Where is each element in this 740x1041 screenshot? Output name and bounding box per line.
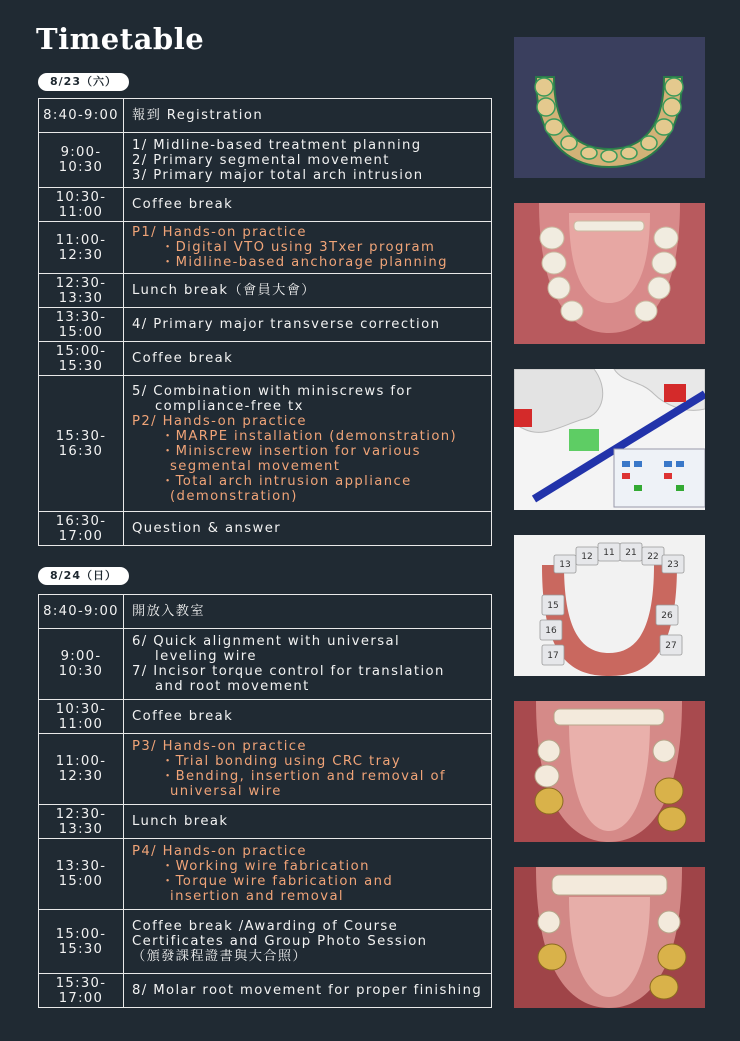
time-slot: 15:30-16:30 bbox=[39, 376, 124, 512]
schedule-row bbox=[39, 133, 492, 188]
time-slot: 8:40-9:00 bbox=[39, 99, 124, 133]
session-line: and root movement bbox=[155, 679, 310, 694]
session-line: 6/ Quick alignment with universal bbox=[132, 634, 401, 649]
session-line: Coffee break bbox=[132, 197, 234, 212]
session-line: ・Trial bonding using CRC tray bbox=[161, 754, 402, 769]
session-line: universal wire bbox=[170, 784, 282, 799]
palatal-arch-photo-2 bbox=[514, 701, 705, 842]
session-line: 開放入教室 bbox=[132, 604, 205, 619]
tray-number: 21 bbox=[625, 548, 637, 558]
session-line: 5/ Combination with miniscrews for bbox=[132, 383, 413, 399]
schedule-row bbox=[39, 99, 492, 133]
time-slot: 8:40-9:00 bbox=[39, 595, 124, 629]
time-slot: 15:00-15:30 bbox=[39, 910, 124, 974]
tray-number: 17 bbox=[547, 651, 559, 661]
time-slot: 16:30-17:00 bbox=[39, 512, 124, 546]
time-slot: 9:00-10:30 bbox=[39, 629, 124, 700]
session-cell bbox=[124, 629, 492, 700]
session-line: 3/ Primary major total arch intrusion bbox=[132, 167, 424, 183]
session-line: 8/ Molar root movement for proper finishing bbox=[132, 983, 483, 998]
schedule-row bbox=[39, 222, 492, 274]
tray-number: 26 bbox=[661, 611, 673, 621]
session-line: Question & answer bbox=[132, 521, 282, 536]
session-line: （頒發課程證書與大合照） bbox=[132, 949, 308, 964]
schedule-row bbox=[39, 805, 492, 839]
session-line: segmental movement bbox=[170, 458, 341, 474]
time-slot: 10:30-11:00 bbox=[39, 188, 124, 222]
tray-number: 12 bbox=[581, 552, 593, 562]
session-line: ・Bending, insertion and removal of bbox=[161, 769, 446, 784]
session-line: Coffee break bbox=[132, 709, 234, 724]
session-line: ・Working wire fabrication bbox=[161, 859, 370, 874]
session-cell bbox=[124, 839, 492, 910]
session-line: (demonstration) bbox=[170, 488, 298, 504]
time-slot: 15:30-17:00 bbox=[39, 974, 124, 1008]
schedule-row bbox=[39, 274, 492, 308]
schedule-row bbox=[39, 700, 492, 734]
time-slot: 11:00-12:30 bbox=[39, 222, 124, 274]
session-cell bbox=[124, 308, 492, 342]
tray-number: 16 bbox=[545, 626, 557, 636]
schedule-row bbox=[39, 512, 492, 546]
session-line: ・Torque wire fabrication and bbox=[161, 874, 394, 889]
session-line: Coffee break bbox=[132, 351, 234, 366]
time-slot: 11:00-12:30 bbox=[39, 734, 124, 805]
time-slot: 9:00-10:30 bbox=[39, 133, 124, 188]
schedule-row bbox=[39, 342, 492, 376]
palatal-arch-photo-1 bbox=[514, 203, 705, 344]
day2-date-badge: 8/24（日） bbox=[38, 567, 129, 585]
session-cell bbox=[124, 133, 492, 188]
tray-number: 27 bbox=[665, 641, 677, 651]
schedule-row bbox=[39, 308, 492, 342]
tray-number: 11 bbox=[603, 548, 615, 558]
session-cell bbox=[124, 188, 492, 222]
day1-timetable bbox=[38, 98, 492, 546]
schedule-row bbox=[39, 376, 492, 512]
session-cell bbox=[124, 595, 492, 629]
session-line: Certificates and Group Photo Session bbox=[132, 934, 428, 949]
session-cell bbox=[124, 274, 492, 308]
session-line: 7/ Incisor torque control for translation bbox=[132, 664, 445, 679]
time-slot: 12:30-13:30 bbox=[39, 274, 124, 308]
session-line: ・Miniscrew insertion for various bbox=[161, 443, 421, 459]
session-cell bbox=[124, 910, 492, 974]
session-line: Lunch break bbox=[132, 814, 229, 829]
tray-number: 13 bbox=[559, 560, 571, 570]
session-cell bbox=[124, 342, 492, 376]
page-title: Timetable bbox=[36, 22, 205, 56]
time-slot: 13:30-15:00 bbox=[39, 839, 124, 910]
schedule-row bbox=[39, 839, 492, 910]
tray-number: 23 bbox=[667, 560, 679, 570]
session-cell bbox=[124, 734, 492, 805]
session-line: ・Midline-based anchorage planning bbox=[161, 255, 448, 270]
tray-number: 15 bbox=[547, 601, 559, 611]
session-line: 1/ Midline-based treatment planning bbox=[132, 137, 422, 153]
crc-bonding-tray-photo bbox=[514, 535, 705, 676]
session-line: 2/ Primary segmental movement bbox=[132, 152, 390, 168]
session-line: leveling wire bbox=[155, 649, 257, 664]
time-slot: 12:30-13:30 bbox=[39, 805, 124, 839]
session-line: ・Digital VTO using 3Txer program bbox=[161, 240, 436, 255]
session-cell bbox=[124, 805, 492, 839]
palatal-arch-photo-3 bbox=[514, 867, 705, 1008]
session-line: 4/ Primary major transverse correction bbox=[132, 317, 441, 332]
session-line: insertion and removal bbox=[170, 889, 344, 904]
session-cell bbox=[124, 376, 492, 512]
session-line: Coffee break /Awarding of Course bbox=[132, 919, 399, 934]
digital-arch-scan-image bbox=[514, 37, 705, 178]
session-line: 報到 Registration bbox=[132, 108, 264, 123]
session-cell bbox=[124, 974, 492, 1008]
time-slot: 13:30-15:00 bbox=[39, 308, 124, 342]
session-line: compliance-free tx bbox=[155, 398, 304, 414]
session-line: ・MARPE installation (demonstration) bbox=[161, 428, 458, 444]
session-cell bbox=[124, 700, 492, 734]
session-cell bbox=[124, 222, 492, 274]
schedule-row bbox=[39, 974, 492, 1008]
session-line: P4/ Hands-on practice bbox=[132, 844, 307, 859]
session-line: P1/ Hands-on practice bbox=[132, 225, 307, 240]
schedule-row bbox=[39, 629, 492, 700]
schedule-row bbox=[39, 595, 492, 629]
session-cell bbox=[124, 99, 492, 133]
schedule-row bbox=[39, 910, 492, 974]
session-line: Lunch break（會員大會） bbox=[132, 283, 316, 298]
schedule-row bbox=[39, 734, 492, 805]
tray-number: 22 bbox=[647, 552, 659, 562]
day2-timetable bbox=[38, 594, 492, 1008]
day1-date-badge: 8/23（六） bbox=[38, 73, 129, 91]
schedule-row bbox=[39, 188, 492, 222]
3d-simulation-software-image bbox=[514, 369, 705, 510]
session-line: P3/ Hands-on practice bbox=[132, 739, 307, 754]
session-line: P2/ Hands-on practice bbox=[132, 413, 307, 429]
session-line: ・Total arch intrusion appliance bbox=[161, 473, 412, 489]
session-cell bbox=[124, 512, 492, 546]
time-slot: 15:00-15:30 bbox=[39, 342, 124, 376]
time-slot: 10:30-11:00 bbox=[39, 700, 124, 734]
